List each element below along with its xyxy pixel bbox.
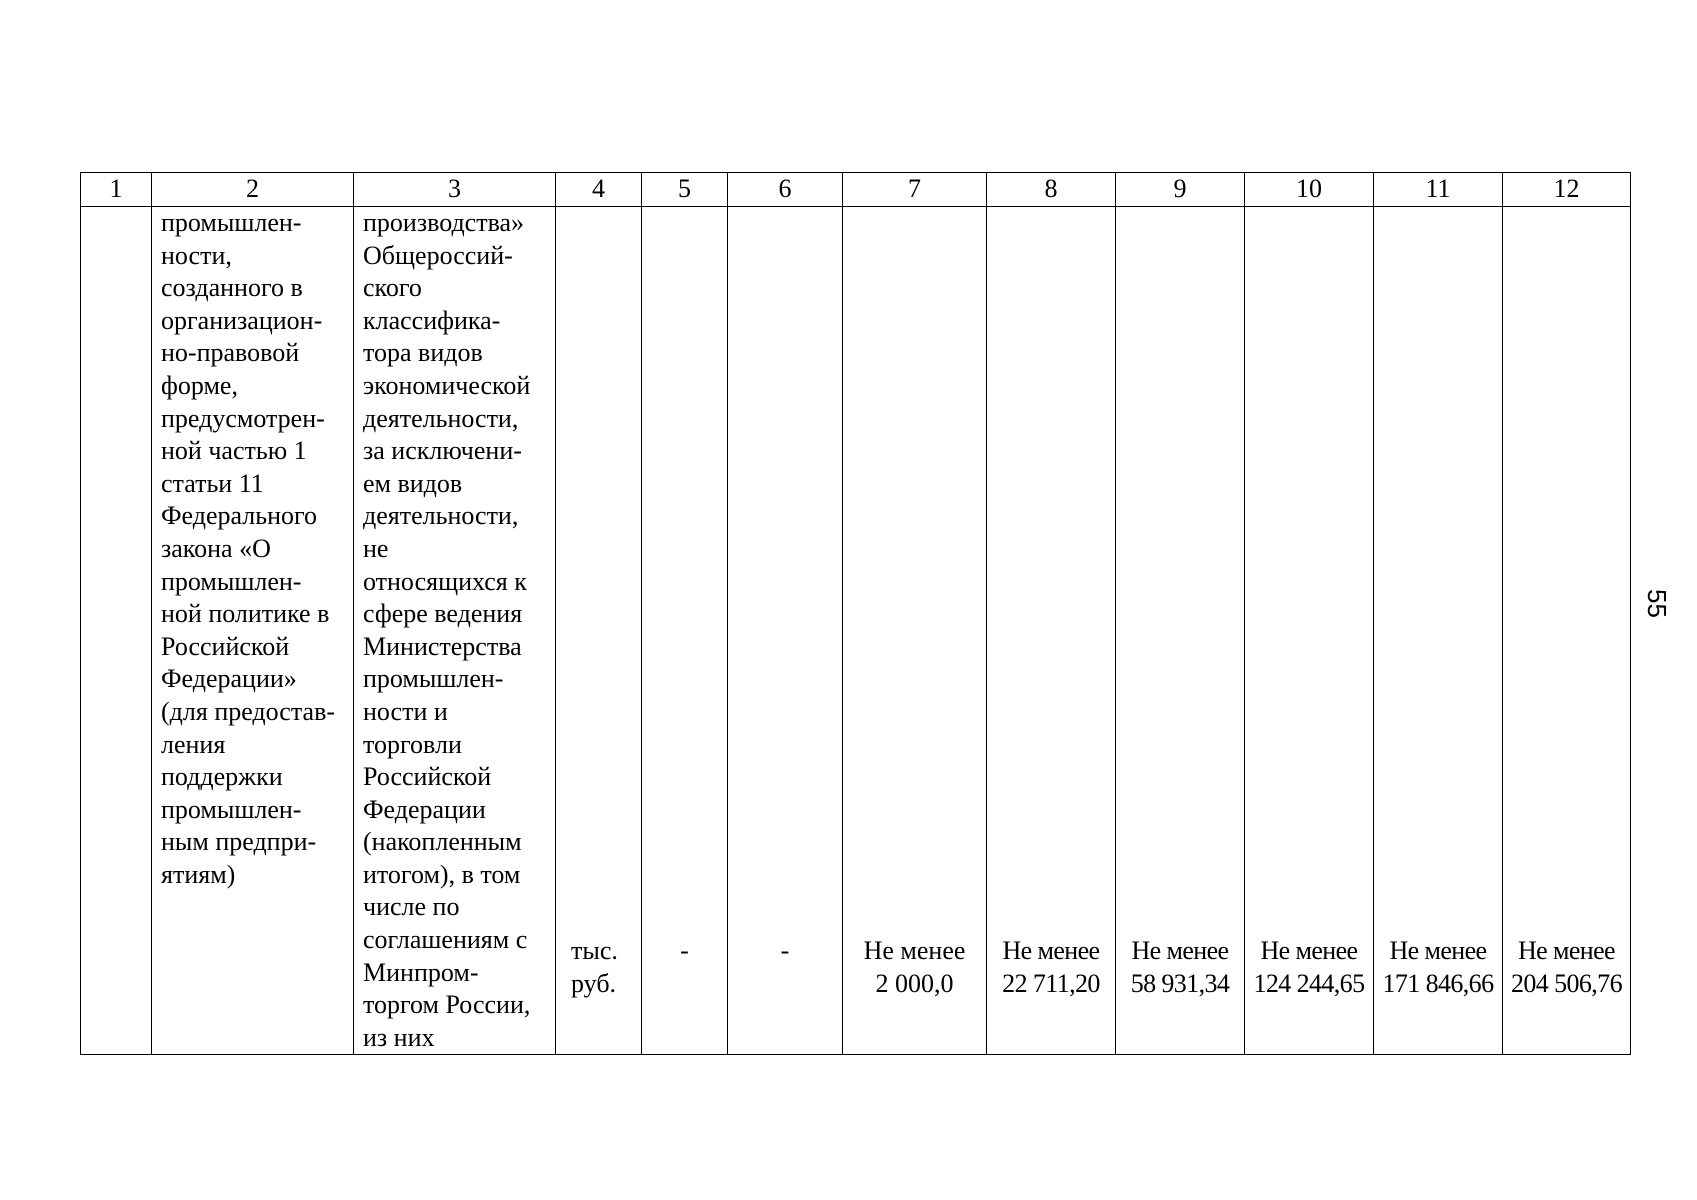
value-cell-6 [728, 207, 843, 1055]
value-text-12: Не менее 204 506,76 [1510, 936, 1622, 998]
column-number-3: 3 [354, 173, 556, 207]
column-number-4: 4 [556, 173, 642, 207]
header-row [81, 173, 1631, 207]
value-cell-10 [1245, 207, 1374, 1055]
indicator-table [80, 172, 1631, 1055]
indicator-description-cell [354, 207, 556, 1055]
indicator-name-text: промышлен- ности, созданного в организацион- но-правовой форме, предусмотрен- ной частью 1 статьи 11 Федерального закона «О промышлен- ной политике в Российской Федерации» (для предостав- ления поддержки промышлен- ным предпри- ятиям) [161, 208, 336, 889]
value-cell-11 [1374, 207, 1503, 1055]
value-text-5: - [680, 936, 689, 965]
value-cell-7 [843, 207, 987, 1055]
column-number-7: 7 [843, 173, 987, 207]
value-cell-8 [987, 207, 1116, 1055]
value-cell-5 [642, 207, 728, 1055]
indicator-description-text: производства» Общероссий- ского классифика- тора видов экономической деятельности, за исключени- ем видов деятельности, не относящихся к сфере ведения Министерства промышлен- ности и торговли Российской Федерации (накопленным итогом), в том числе по соглашениям с Минпром- торгом России, из них [363, 208, 531, 1052]
column-number-6: 6 [728, 173, 843, 207]
table-row [81, 207, 1631, 1055]
value-text-7: Не менее 2 000,0 [863, 936, 966, 998]
page-number: 55 [1641, 589, 1672, 618]
document-sheet [80, 172, 1630, 1055]
column-number-8: 8 [987, 173, 1116, 207]
column-number-10: 10 [1245, 173, 1374, 207]
row-number-cell [81, 207, 152, 1055]
value-text-11: Не менее 171 846,66 [1382, 936, 1494, 998]
indicator-name-cell [152, 207, 354, 1055]
value-text-10: Не менее 124 244,65 [1253, 936, 1365, 998]
unit-cell [556, 207, 642, 1055]
value-text-8: Не менее 22 711,20 [1002, 936, 1100, 998]
value-text-6: - [780, 936, 790, 965]
column-number-2: 2 [152, 173, 354, 207]
value-text-9: Не менее 58 931,34 [1130, 936, 1230, 998]
column-number-11: 11 [1374, 173, 1503, 207]
column-number-1: 1 [81, 173, 152, 207]
unit-text: тыс. руб. [571, 936, 618, 998]
value-cell-9 [1116, 207, 1245, 1055]
column-number-12: 12 [1503, 173, 1631, 207]
column-number-9: 9 [1116, 173, 1245, 207]
value-cell-12 [1503, 207, 1631, 1055]
column-number-5: 5 [642, 173, 728, 207]
